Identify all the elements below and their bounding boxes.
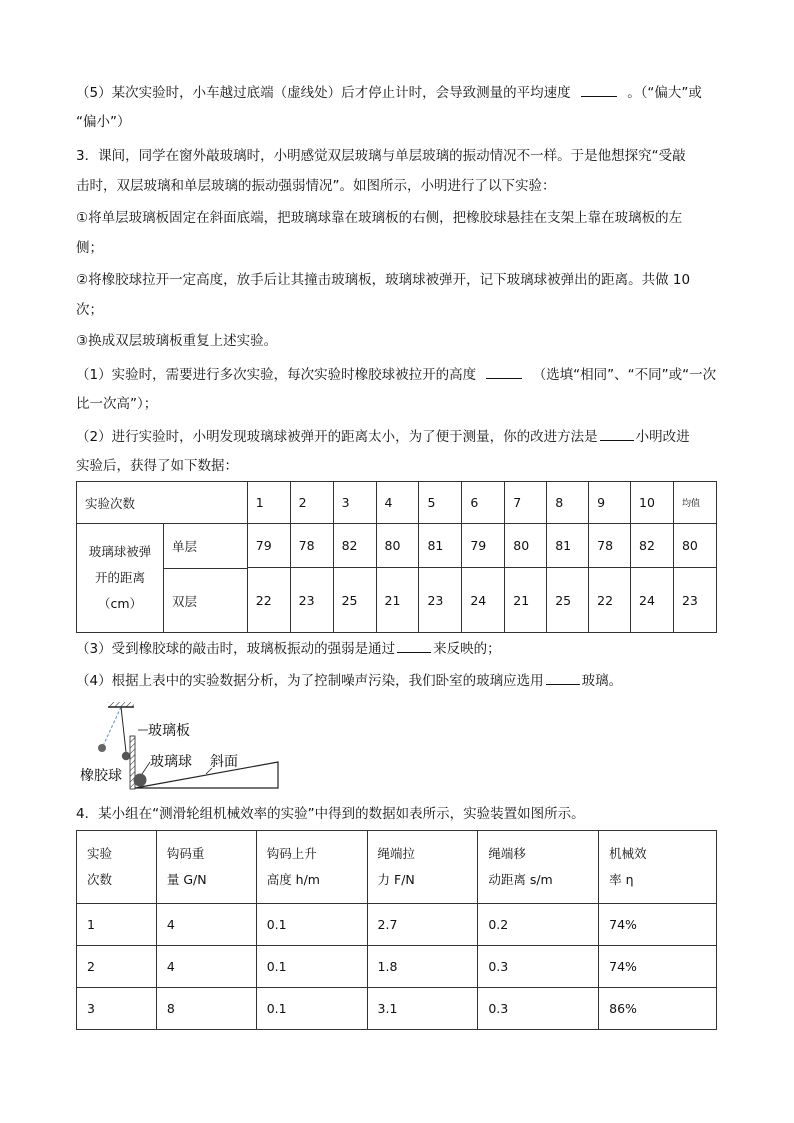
q3-step3: ③换成双层玻璃板重复上述实验。 [76,333,278,349]
q3-step1-line2 [76,238,103,258]
q3-part2-c: 实验后，获得了如下数据： [76,458,238,474]
q3-part4-a: （4）根据上表中的实验数据分析，为了控制噪声污染，我们卧室的玻璃应选用 [76,673,544,689]
cell: 0.3 [478,988,599,1030]
single-value: 80 [505,524,547,568]
cell: 0.1 [256,946,367,988]
label-glass-plate: 玻璃板 [148,723,190,739]
q3-intro-2: 击时，双层玻璃和单层玻璃的振动强弱情况”。如图所示，小明进行了以下实验： [76,178,556,194]
q4-intro: 4．某小组在“测滑轮组机械效率的实验”中得到的数据如表所示，实验装置如图所示。 [76,806,585,822]
double-value: 25 [333,568,376,633]
header-trials-label: 实验次数 [77,482,248,524]
cell: 74% [599,904,717,946]
q4-intro-line [76,804,585,824]
single-value: 82 [333,524,376,568]
q3-part3-b: 来反映的； [433,641,501,657]
cell: 3.1 [367,988,478,1030]
trial-10: 10 [631,482,674,524]
q3-intro-1: 3．课间，同学在窗外敲玻璃时，小明感觉双层玻璃与单层玻璃的振动情况不一样。于是他想探究“受敲 [76,148,686,164]
double-value: 25 [547,568,589,633]
header-height [256,831,367,904]
distance-label-3: （cm） [97,596,143,611]
q3-intro-line1 [76,146,686,166]
q3-step2-line1 [76,270,690,290]
double-value: 22 [589,568,631,633]
single-label: 单层 [164,524,247,569]
header-force-2: 力 F/N [377,872,415,887]
q2-part5-line1 [76,82,702,103]
label-slope: 斜面 [210,754,238,770]
table-row [77,946,717,988]
leader-glass-ball [142,762,150,774]
q3-intro-line2 [76,176,556,196]
header-efficiency-1: 机械效 [609,846,647,861]
distance-label-1: 玻璃球被弹 [88,544,152,559]
cell: 4 [156,946,256,988]
cell: 2.7 [367,904,478,946]
single-avg: 80 [673,524,716,568]
single-value: 78 [290,524,333,568]
trial-3: 3 [333,482,376,524]
trial-5: 5 [419,482,462,524]
trial-6: 6 [462,482,505,524]
distance-label [77,524,164,632]
single-value: 79 [247,524,290,568]
header-trial-1: 实验 [87,846,113,861]
table-header-row [77,482,717,524]
double-avg: 23 [673,568,716,633]
q3-part3-line [76,638,501,659]
cell: 0.3 [478,946,599,988]
double-value: 24 [631,568,674,633]
q3-step1-b: 侧； [76,240,103,256]
double-value: 21 [376,568,419,633]
q2-part5-text-c: “偏小”） [76,114,131,130]
answer-blank[interactable] [486,364,522,379]
header-efficiency-2: 率 η [609,872,634,887]
glass-ball [134,774,147,787]
single-value: 81 [547,524,589,568]
trial-2: 2 [290,482,333,524]
cell: 2 [77,946,157,988]
answer-blank[interactable] [397,638,431,653]
q4-header-row [77,831,717,904]
cell: 86% [599,988,717,1030]
header-efficiency [599,831,717,904]
header-force [367,831,478,904]
q3-part1-line1 [76,364,716,385]
header-distance [478,831,599,904]
q3-part2-a: （2）进行实验时，小明发现玻璃球被弹开的距离太小，为了便于测量，你的改进方法是 [76,429,598,445]
swing-path [103,707,121,746]
avg-label: 均值 [673,482,716,524]
cell: 1 [77,904,157,946]
trial-9: 9 [589,482,631,524]
double-value: 24 [462,568,505,633]
cell: 1.8 [367,946,478,988]
q3-data-table [76,481,717,633]
experiment-figure [76,700,286,792]
cell: 0.2 [478,904,599,946]
trial-4: 4 [376,482,419,524]
q3-part3-a: （3）受到橡胶球的敲击时，玻璃板振动的强弱是通过 [76,641,396,657]
header-height-2: 高度 h/m [266,872,320,887]
answer-blank[interactable] [546,670,580,685]
q3-part2-line1 [76,426,690,447]
table-row-single [77,524,717,568]
q3-part4-b: 玻璃。 [581,673,623,689]
q3-part1-c: 比一次高”）； [76,396,158,412]
header-weight-2: 量 G/N [166,872,207,887]
single-value: 79 [462,524,505,568]
q3-step2-line2 [76,300,103,320]
support-ceiling [108,702,134,707]
trial-7: 7 [505,482,547,524]
label-glass-ball: 玻璃球 [150,754,192,770]
trial-1: 1 [247,482,290,524]
header-distance-2: 动距离 s/m [488,872,553,887]
cell: 0.1 [256,904,367,946]
answer-blank[interactable] [600,426,634,441]
header-trial [77,831,157,904]
distance-label-2: 开的距离 [94,570,145,585]
single-value: 78 [589,524,631,568]
q4-data-table [76,830,717,1030]
q3-step2-b: 次； [76,302,103,318]
q3-part1-b: （选填“相同”、“不同”或“一次 [532,367,717,383]
rubber-ball-raised [98,744,106,752]
table-row [77,988,717,1030]
q3-part2-line2 [76,456,238,476]
double-value: 22 [247,568,290,633]
header-distance-1: 绳端移 [488,846,526,861]
header-trial-2: 次数 [87,872,113,887]
double-label: 双层 [172,593,198,609]
q3-step1-line1 [76,208,682,228]
header-weight [156,831,256,904]
label-rubber-ball: 橡胶球 [80,768,122,784]
q3-part1-line2 [76,394,157,414]
single-value: 82 [631,524,674,568]
q2-part5-text-b: 。（“偏大”或 [627,85,702,101]
double-value: 21 [505,568,547,633]
answer-blank[interactable] [581,82,617,97]
row-group-label [77,524,248,633]
trial-8: 8 [547,482,589,524]
q3-step3-line [76,331,277,351]
q3-part1-a: （1）实验时，需要进行多次实验，每次实验时橡胶球被拉开的高度 [76,367,477,383]
header-height-1: 钩码上升 [266,846,317,861]
q3-step2-a: ②将橡胶球拉开一定高度，放手后让其撞击玻璃板，玻璃球被弹开，记下玻璃球被弹出的距离。共做 10 [76,272,691,288]
q2-part5-line2 [76,112,131,132]
q3-part2-b: 小明改进 [635,429,690,445]
q3-part4-line [76,670,622,691]
cell: 0.1 [256,988,367,1030]
double-value: 23 [419,568,462,633]
cell: 74% [599,946,717,988]
cell: 3 [77,988,157,1030]
q3-step1-a: ①将单层玻璃板固定在斜面底端，把玻璃球靠在玻璃板的右侧，把橡胶球悬挂在支架上靠在玻璃板的左 [76,210,683,226]
single-value: 80 [376,524,419,568]
rubber-ball [122,752,130,760]
cell: 8 [156,988,256,1030]
double-value: 23 [290,568,333,633]
hanging-string [121,707,126,752]
table-row [77,904,717,946]
single-value: 81 [419,524,462,568]
header-force-1: 绳端拉 [377,846,416,861]
header-weight-1: 钩码重 [166,846,205,861]
cell: 4 [156,904,256,946]
q2-part5-text-a: （5）某次实验时，小车越过底端（虚线处）后才停止计时，会导致测量的平均速度 [76,85,571,101]
